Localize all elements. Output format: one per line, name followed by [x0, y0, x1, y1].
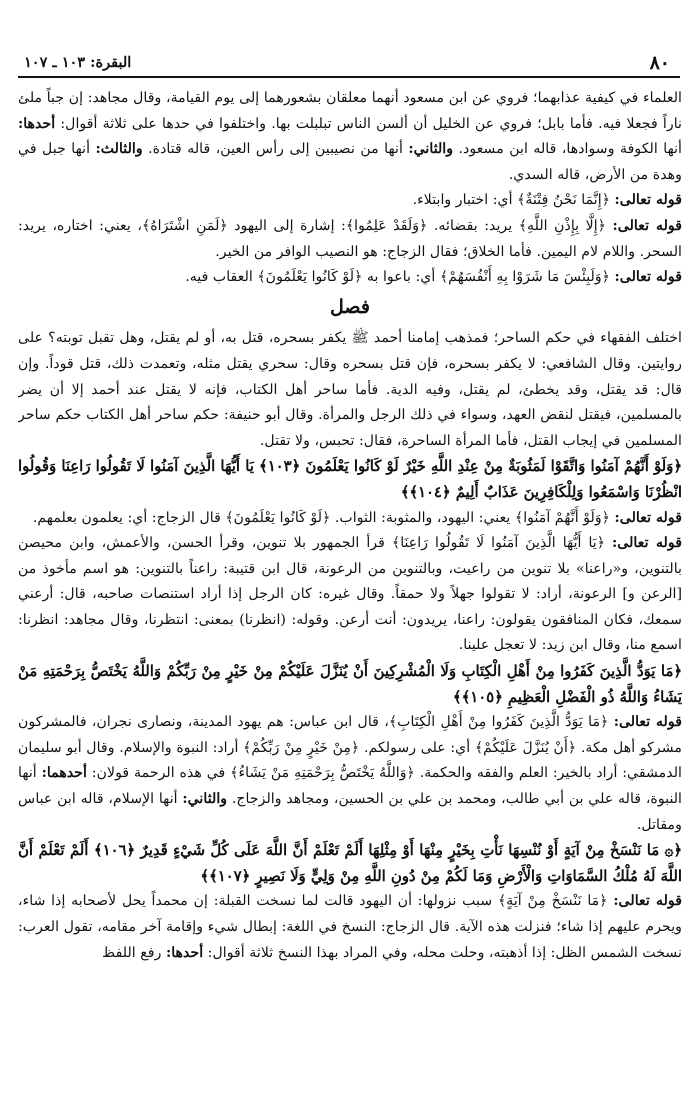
body-paragraph: قوله تعالى: ﴿إِنَّمَا نَحْنُ فِتْنَةٌ﴾ أي: اختبار وابتلاء. [412, 192, 682, 209]
body-paragraph: قوله تعالى: ﴿يَا أَيُّهَا الَّذِينَ آمَنُوا لَا تَقُولُوا رَاعِنَا﴾ قرأ الجمهور بلا تنوين، وقرأ الحسن، والأعمش، وابن محيصن بالتنوين، و«راعنا» بلا تنوين من راعيت، وبالتنوين من الرعونة، قال ابن قتيبة: راعناً بالتنوين: هو اسم مأخوذ من [الرعن و] الرعونة، أراد: لا تقولوا جهلاً ولا حمقاً. وقال غيره: كان الرجل إذا أراد استنصات صاحبه، قال: أرعني سمعك، فكان المنافقون يقولون: راعنا، يريدون: أنت أرعن. وقوله: (انظرنا) بمعنى: انتظرنا، وقال مجاهد: انظرنا: اسمع منا، وقال ابن زيد: لا تعجل علينا. [18, 535, 682, 654]
body-paragraph: العلماء في كيفية عذابهما؛ فروي عن ابن مسعود أنهما معلقان بشعورهما إلى يوم القيامة، وقال مجاهد: إن جباً ملئ ناراً فجعلا فيه. فأما بابل؛ فروي عن الخليل أن ألسن الناس تبلبلت بها. واختلفوا في حدها على ثلاثة أقوال: أحدها: أنها الكوفة وسوادها، قاله ابن مسعود. والثاني: أنها من نصيبين إلى رأس العين، قاله قتادة. والثالث: أنها جبل في وهدة من الأرض، قاله السدي. [18, 90, 682, 183]
body-paragraph: قوله تعالى: ﴿وَلَوْ أَنَّهُمْ آمَنُوا﴾ يعني: اليهود، والمثوبة: الثواب. ﴿لَوْ كَانُوا يَعْلَمُونَ﴾ قال الزجاج: أي: يعلمون بعلمهم. [32, 509, 682, 526]
body-paragraph: قوله تعالى: ﴿مَا نَنْسَخْ مِنْ آيَةٍ﴾ سبب نزولها: أن اليهود قالت لما نسخت القبلة: إن محمداً يحل لأصحابه إذا شاء، ويحرم عليهم إذا شاء؛ فنزلت هذه الآية. قال الزجاج: النسخ في اللغة: إبطال شيء وإقامة آخر مقامه، تقول العرب: نسخت الشمس الظل: إذا أذهبته، وحلت محله، وفي المراد بهذا النسخ ثلاثة أقوال: أحدها: رفع اللفظ [18, 893, 682, 961]
page-body [18, 86, 682, 1098]
page-header [18, 52, 680, 78]
body-paragraph: قوله تعالى: ﴿وَلَبِئْسَ مَا شَرَوْا بِهِ أَنْفُسَهُمْ﴾ أي: باعوا به ﴿لَوْ كَانُوا يَعْلَمُونَ﴾ العقاب فيه. [185, 269, 682, 286]
quran-verse: ﴿مَا يَوَدُّ الَّذِينَ كَفَرُوا مِنْ أَهْلِ الْكِتَابِ وَلَا الْمُشْرِكِينَ أَنْ يُنَزَّلَ عَلَيْكُمْ مِنْ خَيْرٍ مِنْ رَبِّكُمْ وَاللَّهُ يَخْتَصُّ بِرَحْمَتِهِ مَنْ يَشَاءُ وَاللَّهُ ذُو الْفَضْلِ الْعَظِيمِ ﴿١٠٥﴾﴾ [18, 663, 682, 706]
running-head: البقرة: ١٠٣ ـ ١٠٧ [24, 54, 132, 71]
body-paragraph: قوله تعالى: ﴿مَا يَوَدُّ الَّذِينَ كَفَرُوا مِنْ أَهْلِ الْكِتَابِ﴾، قال ابن عباس: هم يهود المدينة، ونصارى نجران، فالمشركون مشركو أهل مكة. ﴿أَنْ يُنَزَّلَ عَلَيْكُمْ﴾ أي: على رسولكم. ﴿مِنْ خَيْرٍ مِنْ رَبِّكُمْ﴾ أراد: النبوة والإسلام. وقال أبو سليمان الدمشقي: أراد بالخير: العلم والفقه والحكمة. ﴿وَاللَّهُ يَخْتَصُّ بِرَحْمَتِهِ مَنْ يَشَاءُ﴾ في هذه الرحمة قولان: أحدهما: أنها النبوة، قاله علي بن أبي طالب، ومحمد بن علي بن الحسين، ومجاهد والزجاج. والثاني: أنها الإسلام، قاله ابن عباس ومقاتل. [18, 714, 682, 833]
section-heading: فصل [330, 295, 370, 318]
quran-verse: ﴿وَلَوْ أَنَّهُمْ آمَنُوا وَاتَّقَوْا لَمَثُوبَةٌ مِنْ عِنْدِ اللَّهِ خَيْرٌ لَوْ كَانُوا يَعْلَمُونَ ﴿١٠٣﴾ يَا أَيُّهَا الَّذِينَ آمَنُوا لَا تَقُولُوا رَاعِنَا وَقُولُوا انْظُرْنَا وَاسْمَعُوا وَلِلْكَافِرِينَ عَذَابٌ أَلِيمٌ ﴿١٠٤﴾﴾ [18, 458, 682, 501]
body-paragraph: اختلف الفقهاء في حكم الساحر؛ فمذهب إمامنا أحمد ﷺ يكفر بسحره، قتل به، أو لم يقتل، وهل تقبل توبته؟ على روايتين. وقال الشافعي: لا يكفر بسحره، فإن قتل بسحره وقال: سحري يقتل مثله، وتعمدت ذلك، قتل قوداً. وإن قال: قد يقتل، وقد يخطئ، لم يقتل، وفيه الدية. فأما ساحر أهل الكتاب، فإنه لا يقتل عند أحمد إلا أن يضر بالمسلمين، فيقتل لنقض العهد، وسواء في ذلك الرجل والمرأة. وقال أبو حنيفة: حكم ساحر أهل الكتاب حكم ساحر المسلمين في إيجاب القتل، فأما المرأة الساحرة، فقال: تحبس، ولا تقتل. [18, 330, 682, 449]
page-number: ٨٠ [649, 52, 670, 74]
body-paragraph: قوله تعالى: ﴿إِلَّا بِإِذْنِ اللَّهِ﴾ يريد: بقضائه. ﴿وَلَقَدْ عَلِمُوا﴾: إشارة إلى اليهود ﴿لَمَنِ اشْتَرَاهُ﴾، يعني: اختاره، يريد: السحر. واللام لام اليمين. فأما الخلاق؛ فقال الزجاج: هو النصيب الوافر من الخير. [18, 217, 682, 260]
quran-verse: ﴿۞ مَا نَنْسَخْ مِنْ آيَةٍ أَوْ نُنْسِهَا نَأْتِ بِخَيْرٍ مِنْهَا أَوْ مِثْلِهَا أَلَمْ تَعْلَمْ أَنَّ اللَّهَ عَلَى كُلِّ شَيْءٍ قَدِيرٌ ﴿١٠٦﴾ أَلَمْ تَعْلَمْ أَنَّ اللَّهَ لَهُ مُلْكُ السَّمَاوَاتِ وَالْأَرْضِ وَمَا لَكُمْ مِنْ دُونِ اللَّهِ مِنْ وَلِيٍّ وَلَا نَصِيرٍ ﴿١٠٧﴾﴾ [18, 842, 682, 885]
